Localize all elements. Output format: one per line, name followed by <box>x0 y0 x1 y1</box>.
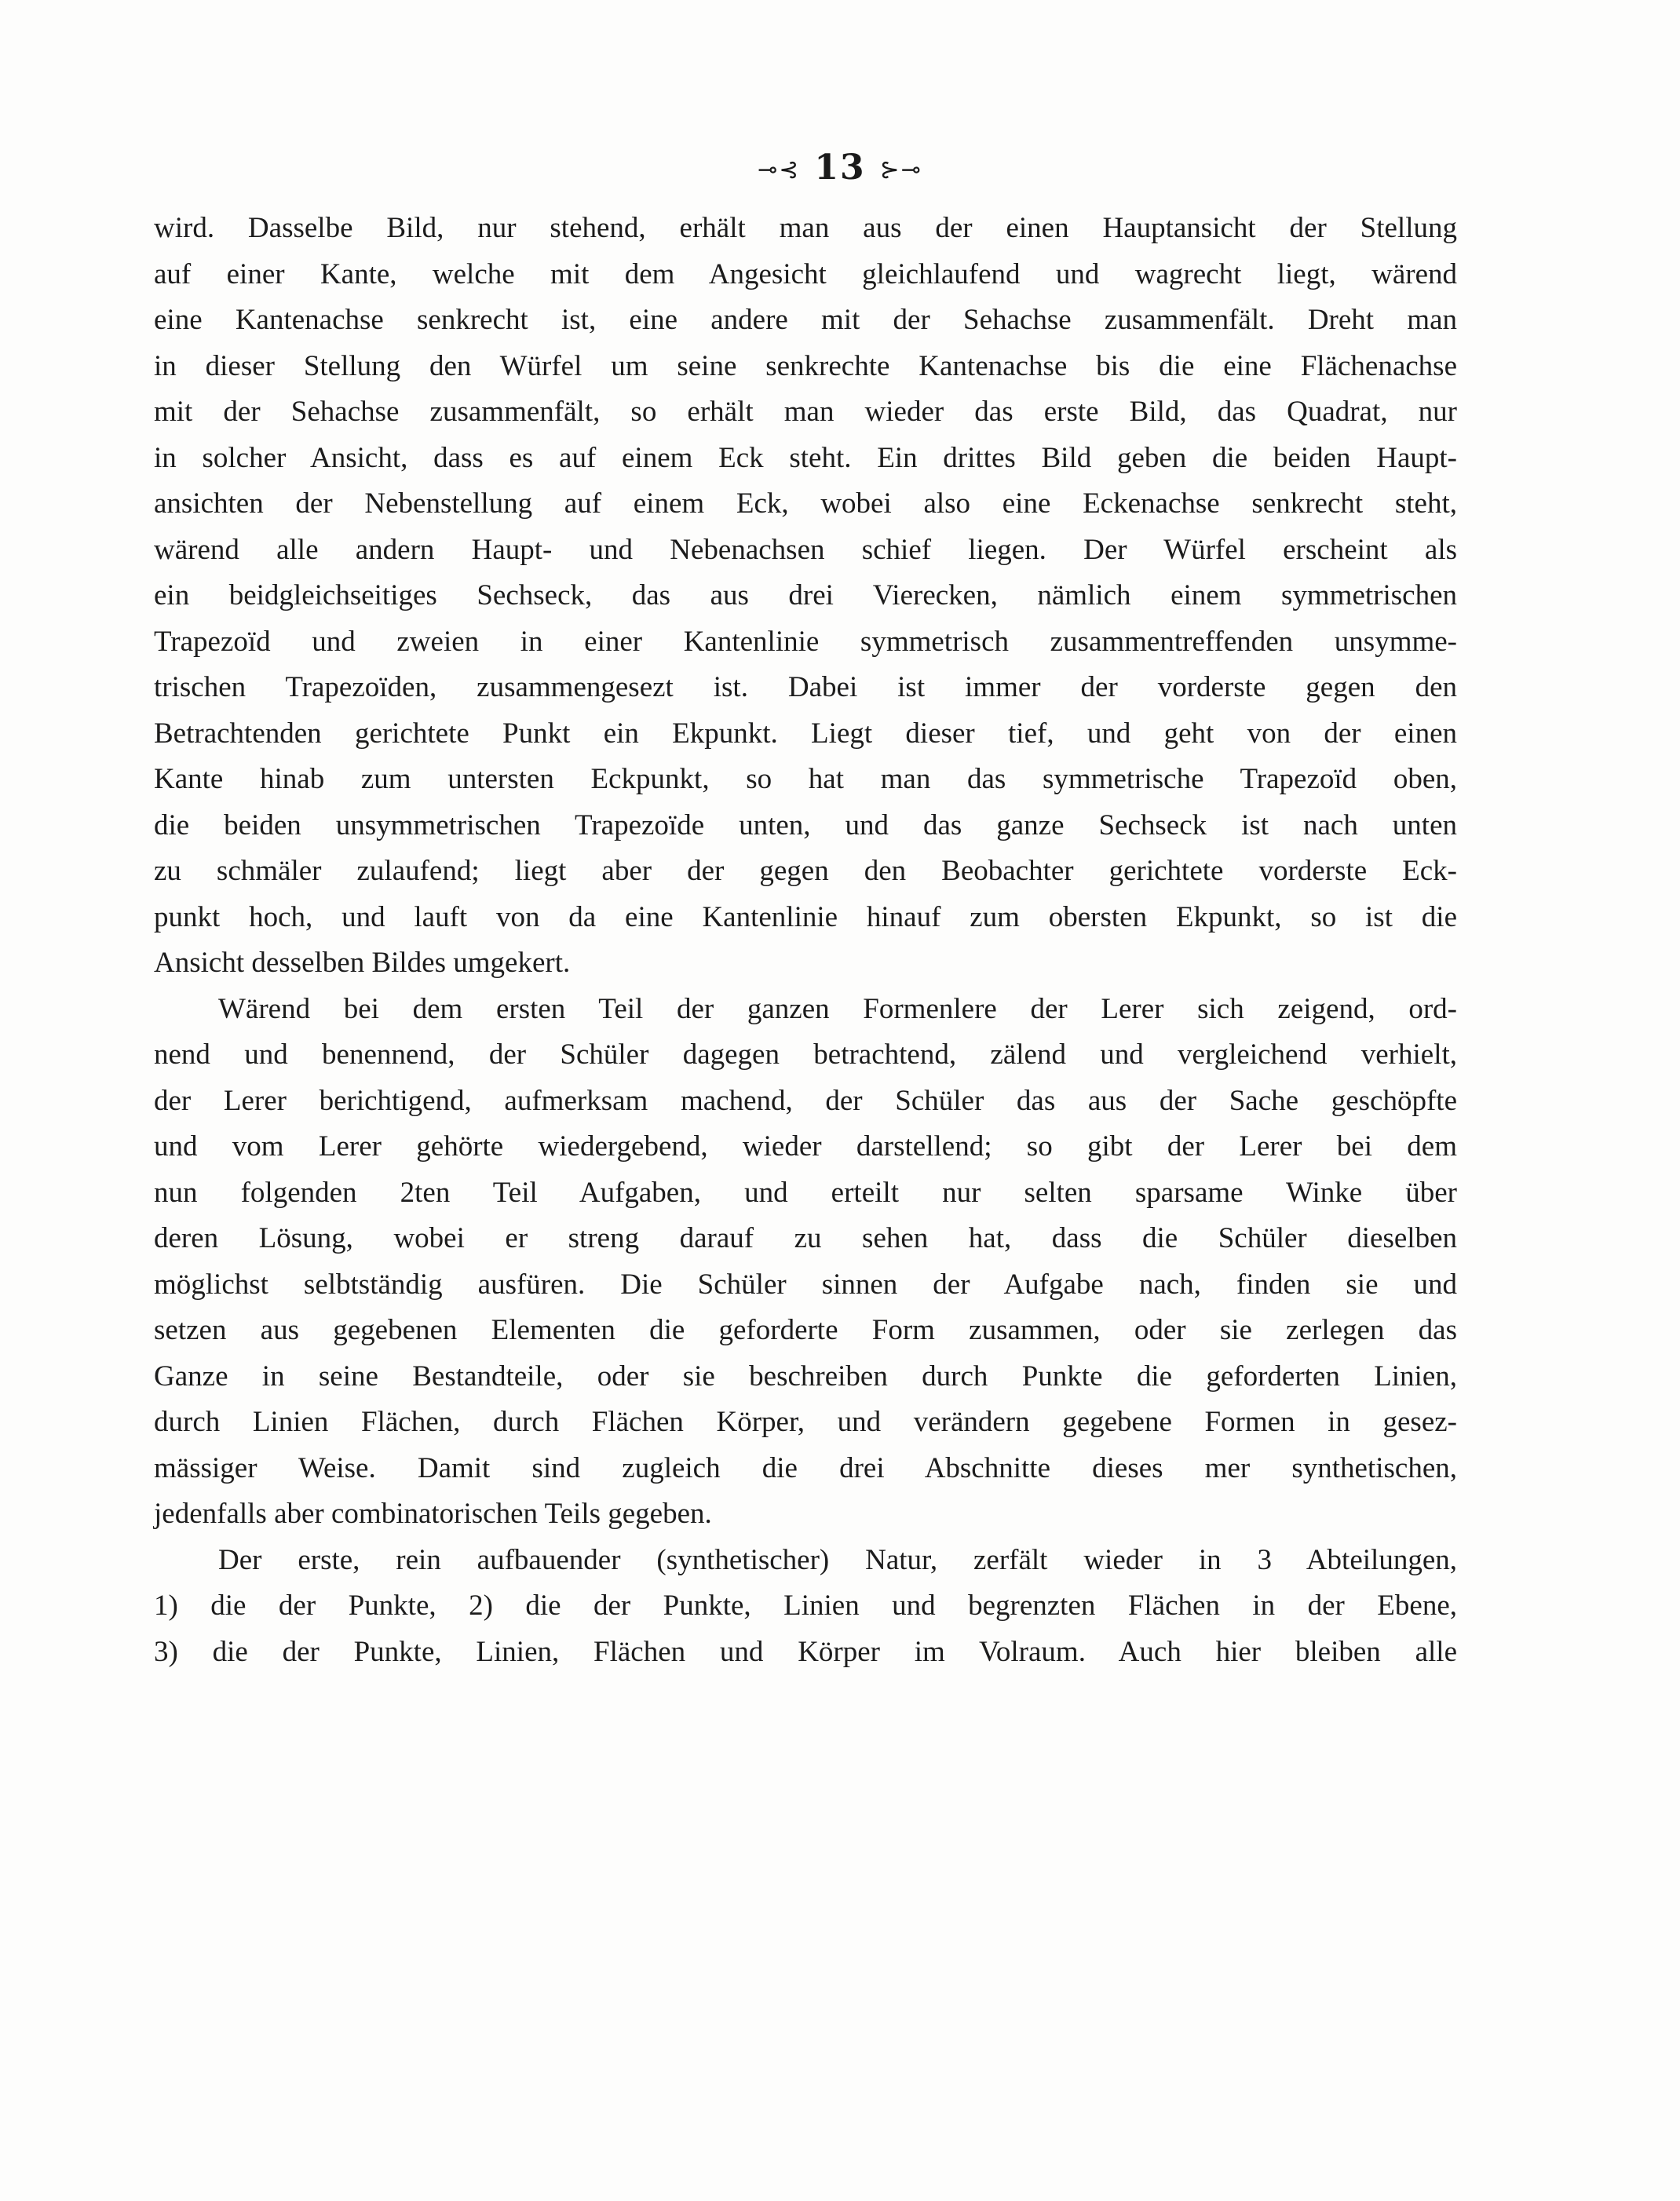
text-line: deren Lösung, wobei er streng darauf zu sehen hat, dass die Schüler dieselben <box>154 1222 1457 1254</box>
paragraph-first-line: Der erste, rein aufbauender (synthetischer) Natur, zerfält wieder in 3 Abteilungen, <box>218 1543 1457 1576</box>
text-line: auf einer Kante, welche mit dem Angesicht gleichlaufend und wagrecht liegt, wärend <box>154 257 1457 290</box>
text-line: nun folgenden 2ten Teil Aufgaben, und erteilt nur selten sparsame Winke über <box>154 1176 1457 1209</box>
text-line: in solcher Ansicht, dass es auf einem Eck steht. Ein drittes Bild geben die beiden Haupt- <box>154 441 1457 474</box>
text-line: ein beidgleichseitiges Sechseck, das aus drei Vierecken, nämlich einem symmetrischen <box>154 579 1457 611</box>
text-line: Ansicht desselben Bildes umgekert. <box>154 947 571 979</box>
ornament-right-icon: ⊱⊸ <box>879 156 922 184</box>
page-header <box>0 148 1680 188</box>
ornament-left-icon: ⊸⊰ <box>758 156 801 184</box>
text-line: wärend alle andern Haupt- und Nebenachsen schief liegen. Der Würfel erscheint als <box>154 533 1457 566</box>
text-line: die beiden unsymmetrischen Trapezoïde unten, und das ganze Sechseck ist nach unten <box>154 808 1457 841</box>
text-line: in dieser Stellung den Würfel um seine senkrechte Kantenachse bis die eine Flächenachse <box>154 349 1457 382</box>
body-text <box>154 206 1457 1675</box>
text-line: möglichst selbtständig ausfüren. Die Schüler sinnen der Aufgabe nach, finden sie und <box>154 1268 1457 1301</box>
page-number: 13 <box>814 148 866 188</box>
paragraph-first-line: Wärend bei dem ersten Teil der ganzen Formenlere der Lerer sich zeigend, ord- <box>218 992 1457 1025</box>
text-line: wird. Dasselbe Bild, nur stehend, erhält man aus der einen Hauptansicht der Stellung <box>154 212 1457 244</box>
text-line: nend und benennend, der Schüler dagegen betrachtend, zälend und vergleichend verhielt, <box>154 1038 1457 1071</box>
text-line: mässiger Weise. Damit sind zugleich die drei Abschnitte dieses mer synthetischen, <box>154 1451 1457 1484</box>
text-line: durch Linien Flächen, durch Flächen Körper, und verändern gegebene Formen in gesez- <box>154 1406 1457 1438</box>
text-line: zu schmäler zulaufend; liegt aber der gegen den Beobachter gerichtete vorderste Eck- <box>154 855 1457 887</box>
text-line: Ganze in seine Bestandteile, oder sie beschreiben durch Punkte die geforderten Linien, <box>154 1360 1457 1393</box>
text-line: 1) die der Punkte, 2) die der Punkte, Linien und begrenzten Flächen in der Ebene, <box>154 1590 1457 1622</box>
text-line: punkt hoch, und lauft von da eine Kantenlinie hinauf zum obersten Ekpunkt, so ist die <box>154 900 1457 933</box>
text-line: eine Kantenachse senkrecht ist, eine andere mit der Sehachse zusammenfält. Dreht man <box>154 304 1457 336</box>
text-line: Trapezoïd und zweien in einer Kantenlinie symmetrisch zusammentreffenden unsymme- <box>154 625 1457 658</box>
text-line: und vom Lerer gehörte wiedergebend, wieder darstellend; so gibt der Lerer bei dem <box>154 1130 1457 1163</box>
text-line: setzen aus gegebenen Elementen die geforderte Form zusammen, oder sie zerlegen das <box>154 1314 1457 1346</box>
text-line: trischen Trapezoïden, zusammengesezt ist. Dabei ist immer der vorderste gegen den <box>154 671 1457 703</box>
text-line: Kante hinab zum untersten Eckpunkt, so hat man das symmetrische Trapezoïd oben, <box>154 763 1457 795</box>
text-line: jedenfalls aber combinatorischen Teils gegeben. <box>154 1498 712 1530</box>
text-line: mit der Sehachse zusammenfält, so erhält man wieder das erste Bild, das Quadrat, nur <box>154 396 1457 428</box>
text-line: Betrachtenden gerichtete Punkt ein Ekpunkt. Liegt dieser tief, und geht von der einen <box>154 717 1457 750</box>
text-line: ansichten der Nebenstellung auf einem Eck, wobei also eine Eckenachse senkrecht steht, <box>154 487 1457 520</box>
text-line: 3) die der Punkte, Linien, Flächen und Körper im Volraum. Auch hier bleiben alle <box>154 1635 1457 1668</box>
text-line: der Lerer berichtigend, aufmerksam machend, der Schüler das aus der Sache geschöpfte <box>154 1084 1457 1117</box>
